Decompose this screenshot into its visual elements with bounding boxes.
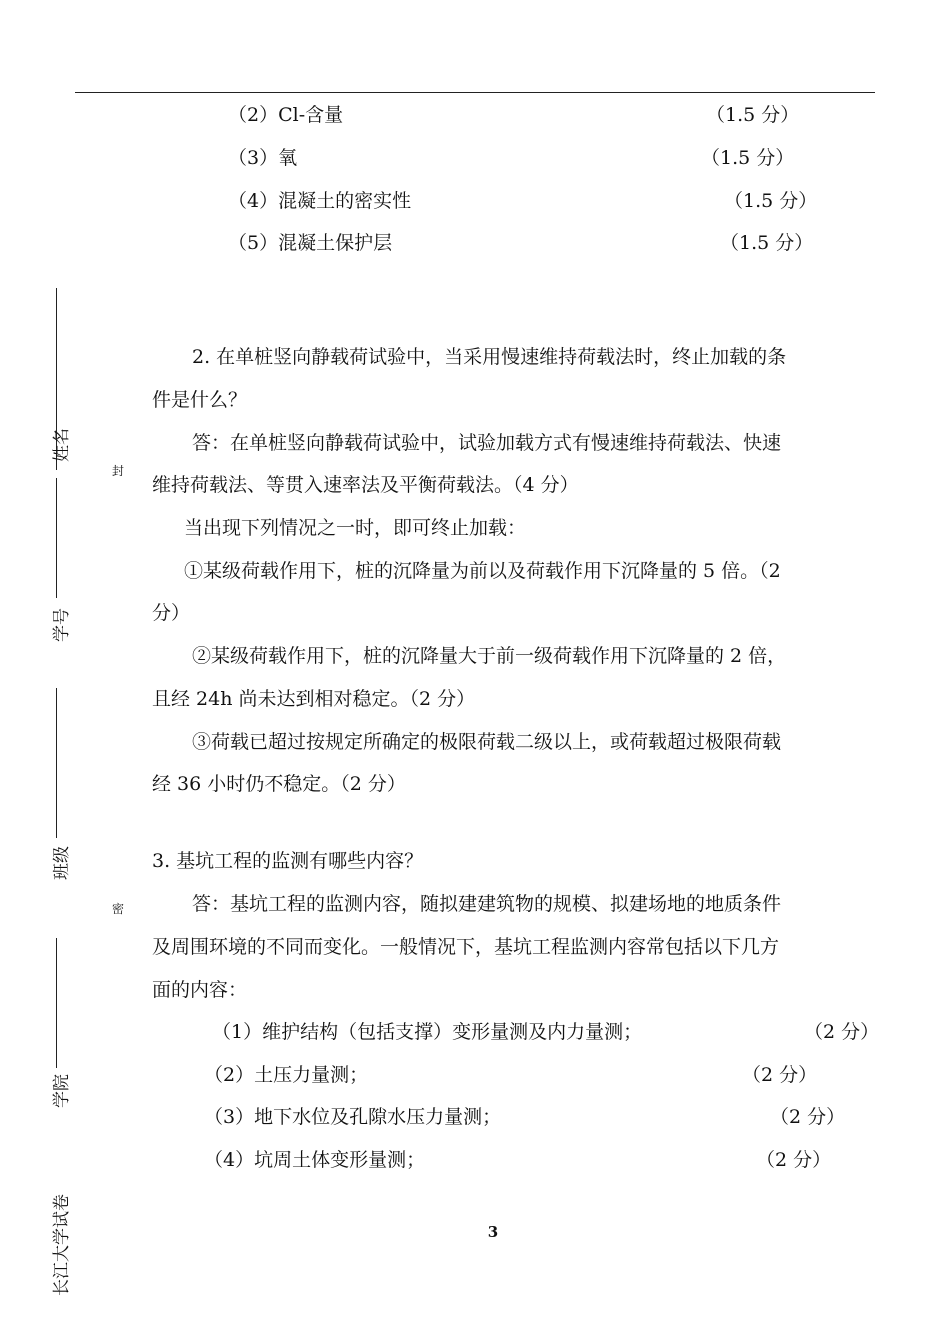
margin-line-id (56, 478, 57, 598)
seal-mark-mi: 密 (112, 902, 125, 916)
q3-item-text: （2）土压力量测； (204, 1064, 369, 1086)
q2-question-line-2: 件是什么？ (152, 389, 248, 411)
q2-condition-1-line-1: ①某级荷载作用下，桩的沉降量为前以及荷载作用下沉降量的 5 倍。（2 (184, 560, 781, 582)
margin-class-label: 班级 (52, 846, 72, 880)
item-text: （5）混凝土保护层 (228, 232, 393, 254)
q3-item-score: （2 分） (770, 1106, 846, 1128)
item-score: （1.5 分） (701, 147, 795, 169)
q2-condition-2-line-2: 且经 24h 尚未达到相对稳定。（2 分） (152, 688, 476, 710)
item-text: （2）Cl-含量 (228, 104, 344, 126)
item-text: （4）混凝土的密实性 (228, 190, 412, 212)
page-number: 3 (487, 1223, 499, 1241)
item-score: （1.5 分） (724, 190, 818, 212)
item-score: （1.5 分） (706, 104, 800, 126)
q2-condition-3-line-1: ③荷载已超过按规定所确定的极限荷载二级以上，或荷载超过极限荷载 (192, 731, 782, 753)
q3-item-text: （1）维护结构（包括支撑）变形量测及内力量测； (212, 1021, 643, 1043)
q3-question: 3. 基坑工程的监测有哪些内容？ (152, 850, 424, 872)
margin-id-label: 学号 (52, 608, 72, 642)
q3-item-score: （2 分） (804, 1021, 880, 1043)
q2-answer-line-1: 答：在单桩竖向静载荷试验中，试验加载方式有慢速维持荷载法、快速 (192, 432, 782, 454)
q3-item-score: （2 分） (742, 1064, 818, 1086)
q3-item-text: （4）坑周土体变形量测； (204, 1149, 426, 1171)
q2-answer-line-2: 维持荷载法、等贯入速率法及平衡荷载法。（4 分） (152, 474, 579, 496)
top-rule (75, 92, 875, 93)
q2-condition-3-line-2: 经 36 小时仍不稳定。（2 分） (152, 773, 406, 795)
q2-question-line-1: 2. 在单桩竖向静载荷试验中，当采用慢速维持荷载法时，终止加载的条 (192, 346, 787, 368)
q2-condition-2-line-1: ②某级荷载作用下，桩的沉降量大于前一级荷载作用下沉降量的 2 倍， (192, 645, 787, 667)
margin-line-class (56, 688, 57, 838)
item-text: （3）氧 (228, 147, 298, 169)
seal-mark-feng: 封 (112, 464, 125, 478)
q2-intro: 当出现下列情况之一时，即可终止加载： (184, 517, 527, 539)
margin-college-label: 学院 (52, 1074, 72, 1108)
margin-line-college (56, 938, 57, 1068)
q3-item-text: （3）地下水位及孔隙水压力量测； (204, 1106, 502, 1128)
margin-school-label: 长江大学试卷 (52, 1194, 72, 1296)
q2-condition-1-line-2: 分） (152, 602, 191, 624)
q3-item-score: （2 分） (756, 1149, 832, 1171)
margin-name-label: 姓名 (52, 428, 72, 462)
item-score: （1.5 分） (720, 232, 814, 254)
q3-answer-line-3: 面的内容： (152, 979, 248, 1001)
q3-answer-line-1: 答：基坑工程的监测内容，随拟建建筑物的规模、拟建场地的地质条件 (192, 893, 782, 915)
q3-answer-line-2: 及周围环境的不同而变化。一般情况下，基坑工程监测内容常包括以下几方 (152, 936, 780, 958)
